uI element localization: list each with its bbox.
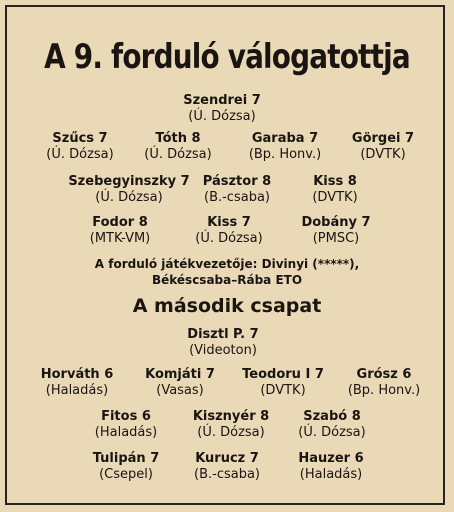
article-title: A 9. forduló válogatottja [44,37,410,77]
player-name: Szűcs 7 [52,131,108,146]
player-entry [93,451,160,483]
player-name: Teodoru I 7 [242,367,324,382]
player-name: Szabó 8 [303,409,361,424]
player-entry [41,367,114,399]
player-name: Horváth 6 [40,367,114,382]
player-name: Kisznyér 8 [192,409,270,424]
player-entry [242,367,324,399]
player-club: (B.-csaba) [203,190,270,205]
player-name: Tóth 8 [155,131,201,146]
player-name: Pásztor 8 [202,174,272,189]
player-club: (Ú. Dózsa) [188,109,256,124]
referee-line: A forduló játékvezetője: Divinyi (*****), [94,257,360,271]
player-name: Disztl P. 7 [187,327,259,342]
player-entry [90,215,151,247]
player-club: (Ú. Dózsa) [95,190,163,205]
player-club: (Ú. Dózsa) [195,231,263,246]
player-club: (Bp. Honv.) [248,147,322,162]
player-name: Kurucz 7 [195,451,259,466]
player-club: (Bp. Honv.) [347,383,421,398]
player-club: (DVTK) [260,383,306,398]
player-club: (Ú. Dózsa) [144,147,212,162]
player-club: (Vasas) [156,383,204,398]
player-name: Szendrei 7 [183,93,261,108]
player-name: Tulipán 7 [92,451,160,466]
player-name: Garaba 7 [251,131,319,146]
second-team-heading: A második csapat [132,295,322,317]
player-club: (MTK-VM) [89,231,151,246]
player-club: (Haladás) [299,467,363,482]
player-entry [145,367,215,399]
player-entry [195,215,262,247]
player-entry [194,451,260,483]
match-line: Békéscsaba–Rába ETO [151,273,303,287]
player-entry [95,409,157,441]
player-club: (PMSC) [312,231,360,246]
player-club: (Ú. Dózsa) [46,147,114,162]
player-entry [249,131,321,163]
player-name: Kiss 8 [313,174,357,189]
player-club: (Ú. Dózsa) [298,425,366,440]
player-name: Kiss 7 [207,215,251,230]
player-entry [183,93,261,125]
player-name: Fitos 6 [101,409,151,424]
player-name: Görgei 7 [351,131,415,146]
player-name: Hauzer 6 [298,451,364,466]
player-club: (DVTK) [312,190,358,205]
player-entry [348,367,420,399]
player-entry [298,451,363,483]
player-club: (B.-csaba) [194,467,260,482]
player-entry [68,174,189,206]
player-name: Grósz 6 [356,367,412,382]
referee-note [0,256,454,288]
player-entry [352,131,414,163]
player-name: Fodor 8 [92,215,148,230]
player-name: Komjáti 7 [145,367,215,382]
player-club: (DVTK) [360,147,406,162]
player-entry [46,131,113,163]
player-entry [193,409,269,441]
player-entry [144,131,211,163]
player-entry [187,327,258,359]
player-entry [301,215,370,247]
player-entry [298,409,365,441]
player-name: Dobány 7 [301,215,371,230]
player-entry [312,174,357,206]
player-club: (Ú. Dózsa) [197,425,265,440]
player-name: Szebegyinszky 7 [68,174,190,189]
player-club: (Haladás) [45,383,109,398]
player-club: (Videoton) [189,343,257,358]
player-club: (Csepel) [99,467,153,482]
player-entry [203,174,271,206]
player-club: (Haladás) [94,425,158,440]
